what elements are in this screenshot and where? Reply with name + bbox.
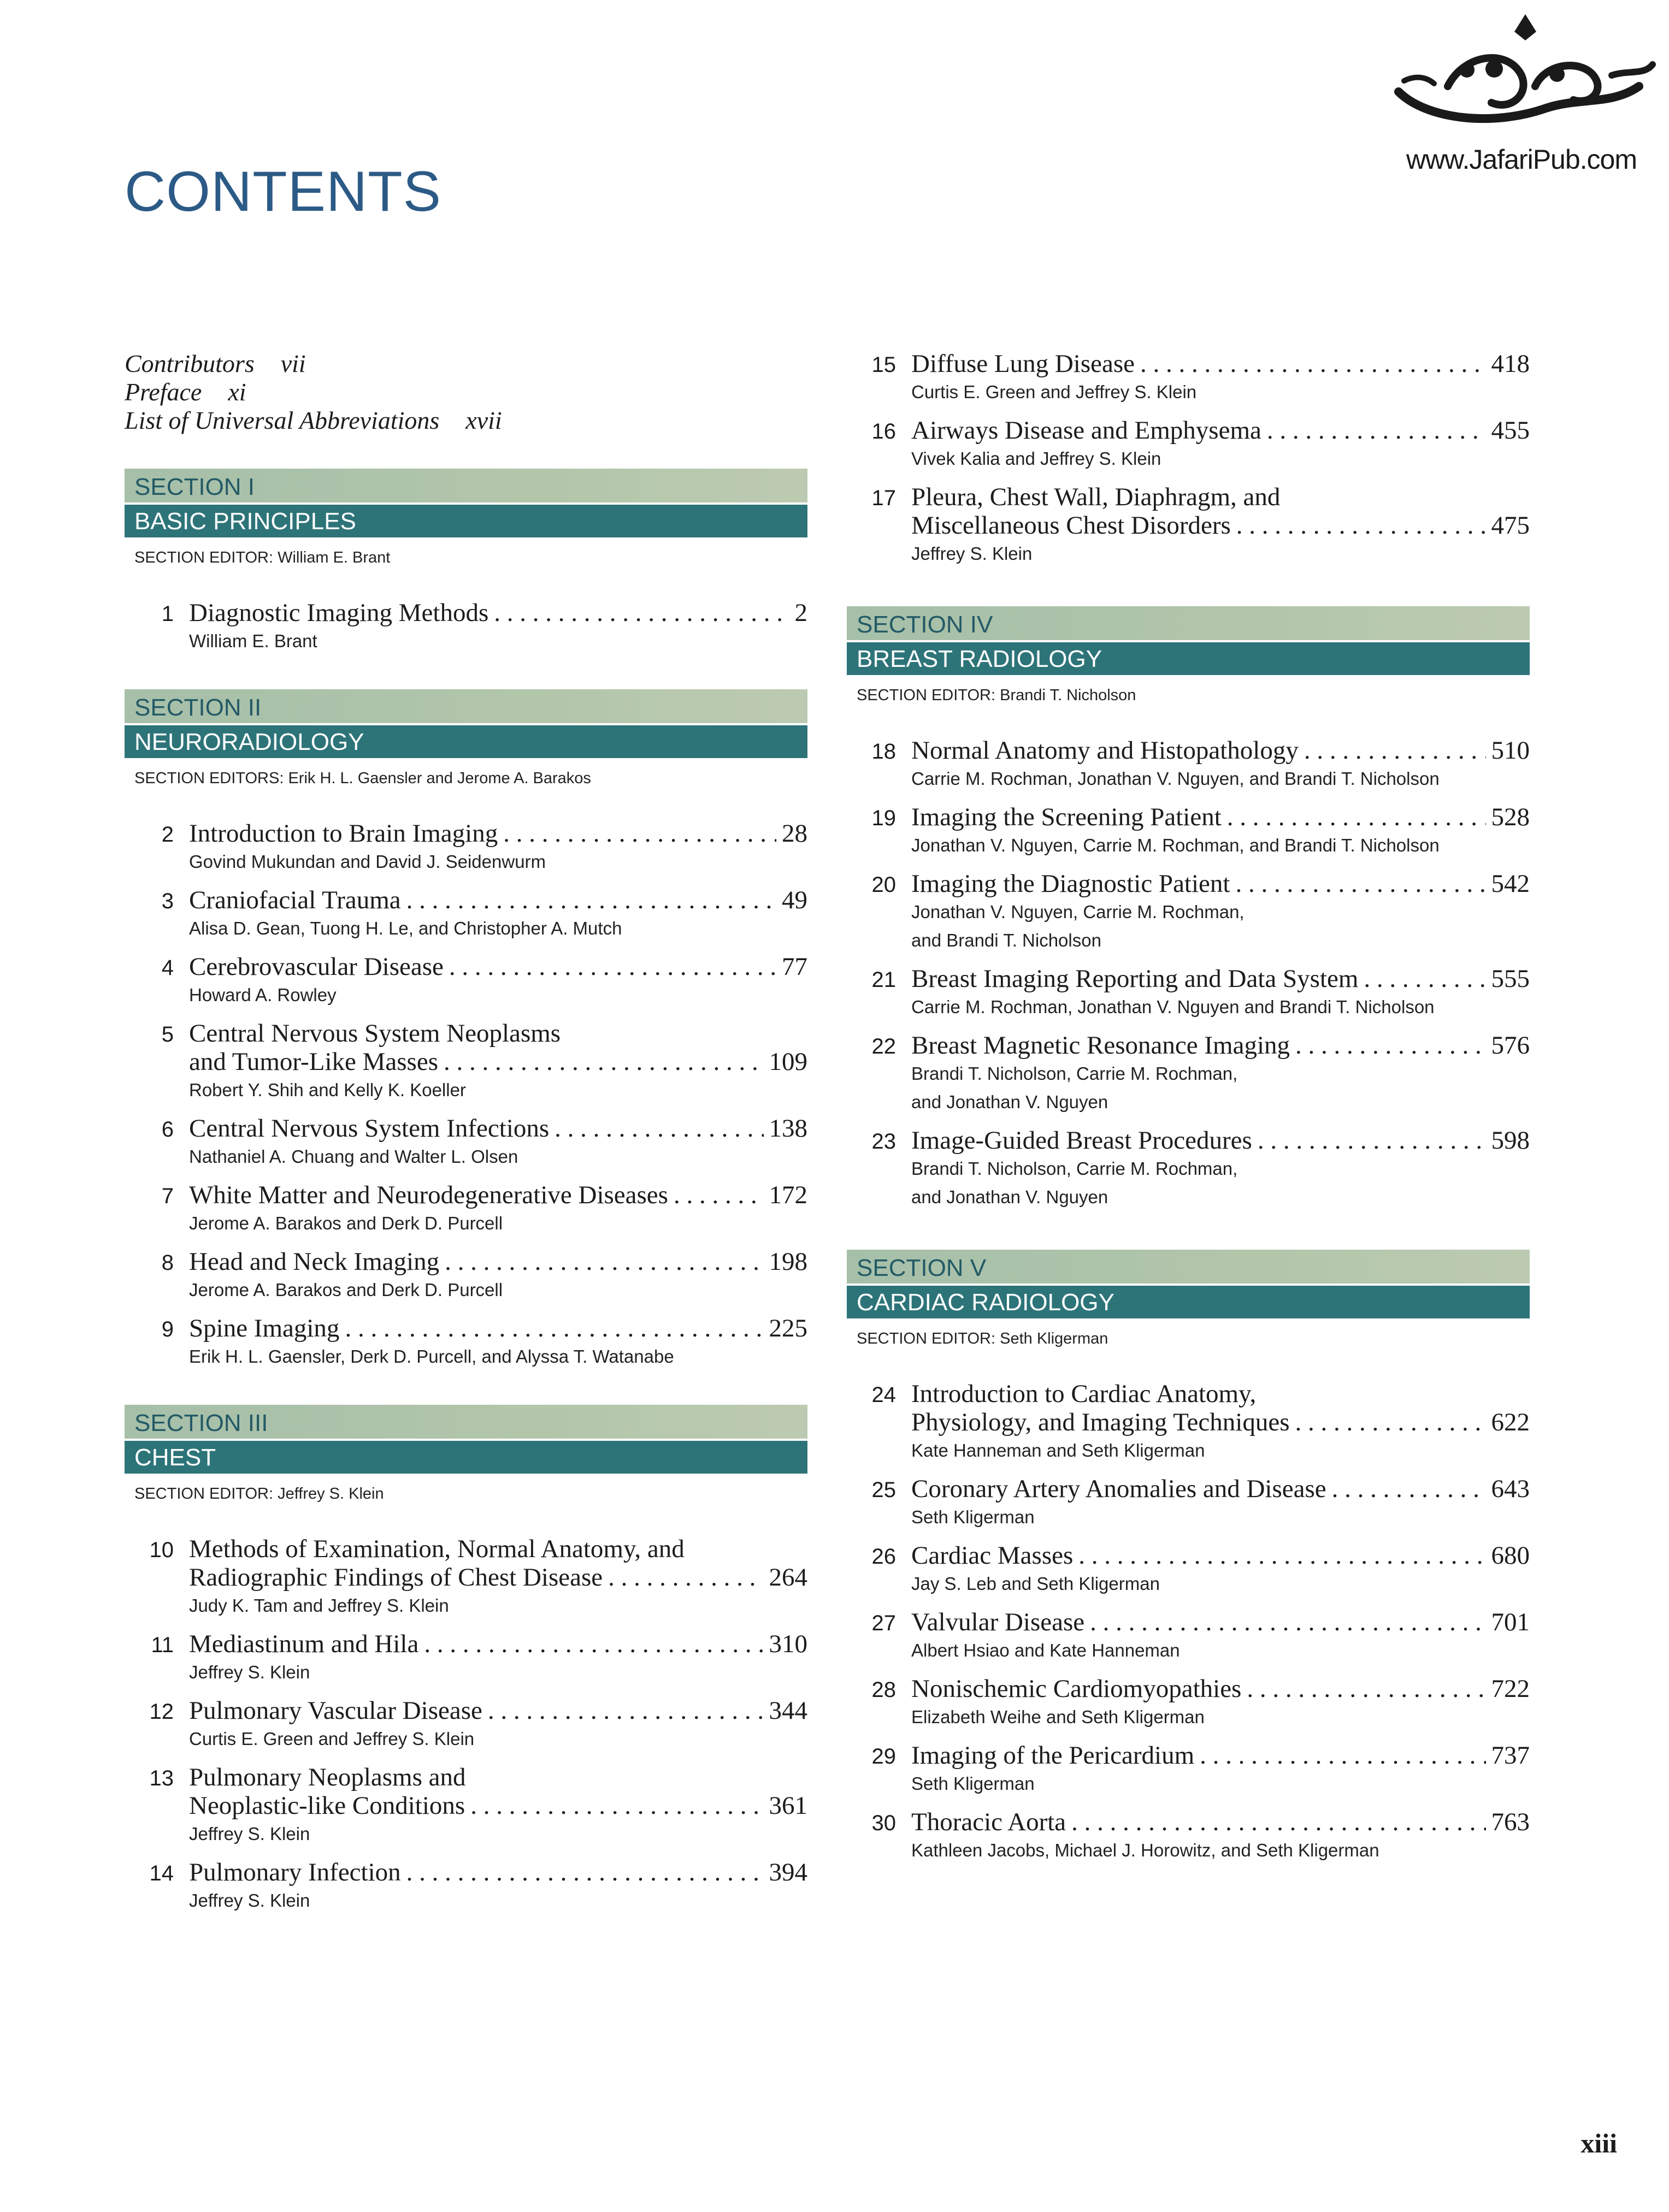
section-block [847, 606, 1530, 1211]
chapter-title-line1: Methods of Examination, Normal Anatomy, and [189, 1535, 685, 1563]
chapter-page: 394 [769, 1858, 807, 1886]
chapter-title: Spine Imaging [189, 1314, 340, 1342]
chapter-title: Imaging of the Pericardium [911, 1741, 1195, 1770]
chapter-authors: Alisa D. Gean, Tuong H. Le, and Christopher A. Mutch [189, 918, 622, 938]
section-name-bar: BREAST RADIOLOGY [847, 642, 1530, 675]
frontmatter-page: xi [228, 378, 246, 406]
chapter-number: 8 [161, 1251, 174, 1275]
chapter-page: 763 [1491, 1808, 1530, 1836]
chapter-body [911, 870, 1530, 955]
chapter-title: Valvular Disease [911, 1608, 1085, 1636]
chapter-title: Breast Magnetic Resonance Imaging [911, 1031, 1290, 1060]
chapter-authors: Brandi T. Nicholson, Carrie M. Rochman, [911, 1158, 1238, 1179]
toc-entry[interactable] [125, 819, 807, 876]
chapter-page: 418 [1491, 350, 1530, 378]
chapter-number: 19 [871, 806, 896, 830]
toc-entry[interactable] [125, 1630, 807, 1687]
chapter-page: 264 [769, 1563, 807, 1592]
chapter-body [189, 819, 807, 876]
dot-leader [1227, 803, 1486, 831]
chapter-number: 2 [161, 823, 174, 847]
chapter-title-line [911, 803, 1530, 831]
chapter-body [189, 1696, 807, 1753]
chapter-authors: Robert Y. Shih and Kelly K. Koeller [189, 1080, 466, 1100]
chapter-body [911, 1741, 1530, 1798]
chapter-title-line [189, 1181, 807, 1209]
chapter-page: 737 [1491, 1741, 1530, 1770]
chapter-list [125, 819, 807, 1371]
chapter-title-line [911, 350, 1530, 378]
chapter-page: 77 [782, 953, 807, 981]
chapter-authors: Carrie M. Rochman, Jonathan V. Nguyen, and Brandi T. Nicholson [911, 768, 1440, 789]
chapter-number: 7 [161, 1184, 174, 1208]
chapter-body [189, 953, 807, 1009]
toc-entry[interactable] [125, 1858, 807, 1915]
toc-entry[interactable] [847, 1380, 1530, 1465]
chapter-body [189, 1114, 807, 1171]
chapter-title-line [911, 511, 1530, 540]
chapter-number: 16 [871, 419, 896, 443]
toc-entry[interactable] [125, 1019, 807, 1104]
section-header [125, 1405, 807, 1503]
chapter-authors: and Brandi T. Nicholson [911, 930, 1101, 950]
toc-entry[interactable] [125, 599, 807, 655]
dot-leader [608, 1563, 763, 1592]
dot-leader [1332, 1475, 1486, 1503]
chapter-page: 2 [794, 599, 807, 627]
section-number-bar: SECTION III [125, 1405, 807, 1439]
page-number: xiii [1580, 2128, 1617, 2158]
chapter-body [189, 1181, 807, 1238]
chapter-page: 622 [1491, 1408, 1530, 1436]
chapter-title: Physiology, and Imaging Techniques [911, 1408, 1290, 1436]
dot-leader [1267, 416, 1486, 445]
chapter-list [125, 1535, 807, 1915]
chapter-number: 29 [871, 1744, 896, 1769]
toc-entry[interactable] [847, 483, 1530, 568]
chapter-number: 20 [871, 873, 896, 897]
dot-leader [1078, 1541, 1485, 1570]
chapter-number: 18 [871, 740, 896, 764]
chapter-body [911, 1126, 1530, 1211]
chapter-body [911, 736, 1530, 793]
calligraphy-emblem-icon [1382, 10, 1661, 141]
chapter-authors: Jonathan V. Nguyen, Carrie M. Rochman, [911, 902, 1245, 922]
chapter-authors: Judy K. Tam and Jeffrey S. Klein [189, 1595, 449, 1616]
chapter-number: 26 [871, 1545, 896, 1569]
chapter-title-line [911, 1808, 1530, 1836]
toc-entry[interactable] [125, 1763, 807, 1848]
dot-leader [555, 1114, 763, 1143]
chapter-page: 555 [1491, 965, 1530, 993]
chapter-number: 4 [161, 956, 174, 980]
chapter-title: and Tumor-Like Masses [189, 1048, 439, 1076]
chapter-number: 9 [161, 1317, 174, 1341]
chapter-number: 14 [149, 1861, 174, 1885]
toc-entry[interactable] [125, 1696, 807, 1753]
chapter-authors: Jay S. Leb and Seth Kligerman [911, 1574, 1160, 1594]
chapter-page: 225 [769, 1314, 807, 1342]
chapter-title-line [911, 416, 1530, 445]
chapter-authors: Nathaniel A. Chuang and Walter L. Olsen [189, 1146, 518, 1167]
section-number-bar: SECTION V [847, 1250, 1530, 1284]
dot-leader [1247, 1675, 1485, 1703]
section-number-bar: SECTION IV [847, 606, 1530, 640]
dot-leader [406, 886, 776, 914]
dot-leader [1236, 511, 1486, 540]
chapter-title: Breast Imaging Reporting and Data System [911, 965, 1359, 993]
chapter-list [125, 599, 807, 655]
chapter-authors: Seth Kligerman [911, 1507, 1035, 1527]
dot-leader [503, 819, 776, 848]
section-block [847, 1250, 1530, 1865]
chapter-title-line [189, 1630, 807, 1658]
chapter-body [189, 1247, 807, 1304]
chapter-page: 138 [769, 1114, 807, 1143]
chapter-authors: William E. Brant [189, 631, 317, 651]
toc-entry[interactable] [125, 953, 807, 1009]
toc-entry[interactable] [847, 736, 1530, 793]
chapter-list-continued [847, 350, 1530, 568]
chapter-title: Imaging the Diagnostic Patient [911, 870, 1230, 898]
chapter-title: Head and Neck Imaging [189, 1247, 440, 1276]
section-block [125, 469, 807, 655]
chapter-title-line [911, 1741, 1530, 1770]
chapter-page: 510 [1491, 736, 1530, 765]
chapter-body [911, 1675, 1530, 1731]
chapter-body [911, 416, 1530, 473]
chapter-page: 455 [1491, 416, 1530, 445]
chapter-number: 28 [871, 1678, 896, 1702]
toc-entry[interactable] [125, 1114, 807, 1171]
chapter-number: 10 [149, 1538, 174, 1562]
chapter-authors: Jeffrey S. Klein [189, 1662, 310, 1682]
chapter-number: 13 [149, 1766, 174, 1790]
chapter-page: 49 [782, 886, 807, 914]
toc-entry[interactable] [847, 870, 1530, 955]
chapter-title-line [189, 1696, 807, 1725]
chapter-title-line [911, 1475, 1530, 1503]
chapter-title: Neoplastic-like Conditions [189, 1791, 465, 1820]
chapter-page: 680 [1491, 1541, 1530, 1570]
chapter-authors: Jerome A. Barakos and Derk D. Purcell [189, 1280, 503, 1300]
chapter-title-line [189, 599, 807, 627]
frontmatter-item[interactable] [125, 350, 807, 378]
chapter-number: 25 [871, 1478, 896, 1502]
frontmatter-label: Preface [125, 378, 202, 406]
chapter-page: 475 [1491, 511, 1530, 540]
chapter-page: 310 [769, 1630, 807, 1658]
chapter-authors: Kate Hanneman and Seth Kligerman [911, 1440, 1205, 1460]
dot-leader [1071, 1808, 1485, 1836]
frontmatter-list [125, 350, 807, 435]
chapter-body [189, 886, 807, 943]
chapter-page: 722 [1491, 1675, 1530, 1703]
dot-leader [1258, 1126, 1486, 1155]
publisher-logo [1382, 10, 1661, 174]
chapter-title-line [911, 1541, 1530, 1570]
toc-entry[interactable] [847, 350, 1530, 406]
frontmatter-page: vii [280, 350, 306, 377]
chapter-authors: Elizabeth Weihe and Seth Kligerman [911, 1707, 1205, 1727]
section-header [847, 1250, 1530, 1348]
chapter-authors: Carrie M. Rochman, Jonathan V. Nguyen and Brandi T. Nicholson [911, 997, 1435, 1017]
chapter-authors: Seth Kligerman [911, 1773, 1035, 1794]
chapter-page: 28 [782, 819, 807, 848]
section-editors: SECTION EDITOR: Seth Kligerman [857, 1330, 1108, 1347]
chapter-authors: Albert Hsiao and Kate Hanneman [911, 1640, 1180, 1660]
chapter-title: Nonischemic Cardiomyopathies [911, 1675, 1242, 1703]
chapter-page: 701 [1491, 1608, 1530, 1636]
dot-leader [1200, 1741, 1485, 1770]
chapter-title-line [189, 1563, 807, 1592]
section-editors: SECTION EDITORS: Erik H. L. Gaensler and Jerome A. Barakos [134, 770, 591, 787]
page-title: CONTENTS [125, 160, 441, 223]
chapter-body [911, 1608, 1530, 1665]
chapter-title: Imaging the Screening Patient [911, 803, 1222, 831]
chapter-title-line [911, 870, 1530, 898]
chapter-title-line1: Central Nervous System Neoplasms [189, 1019, 561, 1048]
frontmatter-page: xvii [465, 406, 502, 434]
frontmatter-label: Contributors [125, 350, 255, 377]
chapter-page: 109 [769, 1048, 807, 1076]
chapter-list [847, 736, 1530, 1211]
chapter-body [189, 1763, 807, 1848]
chapter-title-line [189, 1247, 807, 1276]
chapter-authors: Curtis E. Green and Jeffrey S. Klein [911, 382, 1197, 402]
chapter-number: 5 [161, 1022, 174, 1046]
chapter-body [911, 483, 1530, 568]
chapter-number: 27 [871, 1611, 896, 1635]
toc-entry[interactable] [125, 1181, 807, 1238]
chapter-title: Airways Disease and Emphysema [911, 416, 1261, 445]
publisher-url[interactable]: www.JafariPub.com [1406, 144, 1637, 175]
chapter-title-line [189, 1114, 807, 1143]
dot-leader [444, 1048, 763, 1076]
chapter-authors: Govind Mukundan and David J. Seidenwurm [189, 851, 546, 872]
chapter-title-line1: Pleura, Chest Wall, Diaphragm, and [911, 483, 1281, 511]
chapter-authors: Erik H. L. Gaensler, Derk D. Purcell, and Alyssa T. Watanabe [189, 1346, 674, 1367]
chapter-title: Diagnostic Imaging Methods [189, 599, 489, 627]
chapter-page: 576 [1491, 1031, 1530, 1060]
chapter-authors: Jeffrey S. Klein [189, 1824, 310, 1844]
chapter-body [911, 1808, 1530, 1865]
section-number-bar: SECTION II [125, 689, 807, 723]
toc-entry[interactable] [125, 886, 807, 943]
chapter-number: 21 [871, 968, 896, 992]
chapter-body [911, 1541, 1530, 1598]
chapter-title-line [911, 1126, 1530, 1155]
dot-leader [494, 599, 789, 627]
toc-entry[interactable] [847, 1126, 1530, 1211]
dot-leader [470, 1791, 763, 1820]
dot-leader [449, 953, 776, 981]
chapter-body [189, 1314, 807, 1371]
chapter-page: 198 [769, 1247, 807, 1276]
section-block [125, 1405, 807, 1915]
dot-leader [406, 1858, 764, 1886]
chapter-authors: Curtis E. Green and Jeffrey S. Klein [189, 1729, 475, 1749]
chapter-title: Mediastinum and Hila [189, 1630, 419, 1658]
chapter-title: Introduction to Brain Imaging [189, 819, 498, 848]
toc-entry[interactable] [847, 1475, 1530, 1531]
chapter-number: 3 [161, 889, 174, 913]
chapter-title: Image-Guided Breast Procedures [911, 1126, 1252, 1155]
chapter-page: 344 [769, 1696, 807, 1725]
dot-leader [1235, 870, 1485, 898]
chapter-body [189, 1019, 807, 1104]
chapter-body [911, 1380, 1530, 1465]
chapter-title: Diffuse Lung Disease [911, 350, 1135, 378]
chapter-number: 23 [871, 1129, 896, 1154]
chapter-number: 15 [871, 353, 896, 377]
toc-entry[interactable] [847, 1541, 1530, 1598]
section-editors: SECTION EDITOR: William E. Brant [134, 549, 391, 566]
toc-entry[interactable] [847, 416, 1530, 473]
chapter-title-line1: Pulmonary Neoplasms and [189, 1763, 466, 1791]
section-name-bar: BASIC PRINCIPLES [125, 505, 807, 537]
section-number-bar: SECTION I [125, 469, 807, 502]
toc-entry[interactable] [847, 965, 1530, 1021]
chapter-authors: Jonathan V. Nguyen, Carrie M. Rochman, and Brandi T. Nicholson [911, 835, 1440, 855]
section-name-bar: CARDIAC RADIOLOGY [847, 1286, 1530, 1318]
chapter-authors: Jeffrey S. Klein [911, 543, 1033, 564]
chapter-title-line [911, 1031, 1530, 1060]
chapter-body [911, 1475, 1530, 1531]
chapter-title: Pulmonary Infection [189, 1858, 401, 1886]
chapter-body [911, 965, 1530, 1021]
toc-entry[interactable] [847, 803, 1530, 860]
chapter-title-line [189, 1858, 807, 1886]
toc-entry[interactable] [847, 1031, 1530, 1116]
toc-entry[interactable] [847, 1675, 1530, 1731]
chapter-authors: Jerome A. Barakos and Derk D. Purcell [189, 1213, 503, 1233]
chapter-body [189, 599, 807, 655]
chapter-body [189, 1858, 807, 1915]
chapter-authors: Vivek Kalia and Jeffrey S. Klein [911, 448, 1161, 469]
chapter-page: 361 [769, 1791, 807, 1820]
dot-leader [1090, 1608, 1485, 1636]
dot-leader [488, 1696, 764, 1725]
section-header [847, 606, 1530, 705]
frontmatter-label: List of Universal Abbreviations [125, 406, 440, 434]
toc-entry[interactable] [125, 1314, 807, 1371]
chapter-page: 542 [1491, 870, 1530, 898]
chapter-title: Normal Anatomy and Histopathology [911, 736, 1299, 765]
chapter-title-line [189, 886, 807, 914]
section-editors: SECTION EDITOR: Jeffrey S. Klein [134, 1485, 384, 1503]
chapter-page: 172 [769, 1181, 807, 1209]
chapter-title: White Matter and Neurodegenerative Diseases [189, 1181, 668, 1209]
dot-leader [674, 1181, 764, 1209]
dot-leader [445, 1247, 763, 1276]
chapter-body [911, 350, 1530, 406]
toc-entry[interactable] [125, 1247, 807, 1304]
toc-entry[interactable] [847, 1741, 1530, 1798]
toc-right-column [847, 350, 1530, 1903]
chapter-list [847, 1380, 1530, 1865]
dot-leader [1140, 350, 1486, 378]
chapter-page: 598 [1491, 1126, 1530, 1155]
chapter-number: 1 [161, 602, 174, 626]
chapter-title: Coronary Artery Anomalies and Disease [911, 1475, 1326, 1503]
chapter-title: Radiographic Findings of Chest Disease [189, 1563, 603, 1592]
chapter-number: 11 [151, 1633, 174, 1657]
dot-leader [424, 1630, 763, 1658]
section-name-bar: NEURORADIOLOGY [125, 725, 807, 758]
chapter-title: Miscellaneous Chest Disorders [911, 511, 1231, 540]
chapter-title: Cerebrovascular Disease [189, 953, 444, 981]
chapter-title: Thoracic Aorta [911, 1808, 1066, 1836]
chapter-title-line [911, 1675, 1530, 1703]
chapter-title-line [189, 1048, 807, 1076]
chapter-title: Craniofacial Trauma [189, 886, 401, 914]
chapter-title-line [911, 965, 1530, 993]
chapter-title: Central Nervous System Infections [189, 1114, 550, 1143]
chapter-body [911, 803, 1530, 860]
chapter-title-line [911, 736, 1530, 765]
chapter-authors: and Jonathan V. Nguyen [911, 1187, 1108, 1207]
chapter-title: Pulmonary Vascular Disease [189, 1696, 482, 1725]
chapter-authors: and Jonathan V. Nguyen [911, 1092, 1108, 1112]
section-block [125, 689, 807, 1371]
dot-leader [1295, 1408, 1486, 1436]
chapter-body [189, 1535, 807, 1620]
dot-leader [345, 1314, 763, 1342]
section-editors: SECTION EDITOR: Brandi T. Nicholson [857, 687, 1136, 704]
dot-leader [1295, 1031, 1485, 1060]
chapter-page: 643 [1491, 1475, 1530, 1503]
chapter-title-line [911, 1608, 1530, 1636]
chapter-title-line1: Introduction to Cardiac Anatomy, [911, 1380, 1257, 1408]
chapter-authors: Brandi T. Nicholson, Carrie M. Rochman, [911, 1063, 1238, 1084]
chapter-number: 30 [871, 1811, 896, 1835]
chapter-authors: Howard A. Rowley [189, 985, 337, 1005]
chapter-number: 12 [149, 1700, 174, 1724]
chapter-body [189, 1630, 807, 1687]
section-name-bar: CHEST [125, 1441, 807, 1474]
chapter-body [911, 1031, 1530, 1116]
chapter-number: 24 [871, 1383, 896, 1407]
dot-leader [1304, 736, 1486, 765]
chapter-title-line [911, 1408, 1530, 1436]
chapter-title-line [189, 819, 807, 848]
chapter-title-line [189, 953, 807, 981]
chapter-authors: Jeffrey S. Klein [189, 1890, 310, 1911]
chapter-page: 528 [1491, 803, 1530, 831]
section-header [125, 469, 807, 567]
toc-entry[interactable] [847, 1608, 1530, 1665]
toc-entry[interactable] [847, 1808, 1530, 1865]
chapter-number: 17 [871, 486, 896, 510]
chapter-title: Cardiac Masses [911, 1541, 1074, 1570]
chapter-title-line [189, 1314, 807, 1342]
chapter-title-line [189, 1791, 807, 1820]
chapter-authors: Kathleen Jacobs, Michael J. Horowitz, and Seth Kligerman [911, 1840, 1379, 1860]
toc-left-column [125, 350, 807, 1949]
frontmatter-item[interactable] [125, 378, 807, 406]
section-header [125, 689, 807, 788]
dot-leader [1364, 965, 1485, 993]
frontmatter-item[interactable] [125, 406, 807, 435]
toc-entry[interactable] [125, 1535, 807, 1620]
chapter-number: 22 [871, 1034, 896, 1058]
chapter-number: 6 [161, 1117, 174, 1142]
